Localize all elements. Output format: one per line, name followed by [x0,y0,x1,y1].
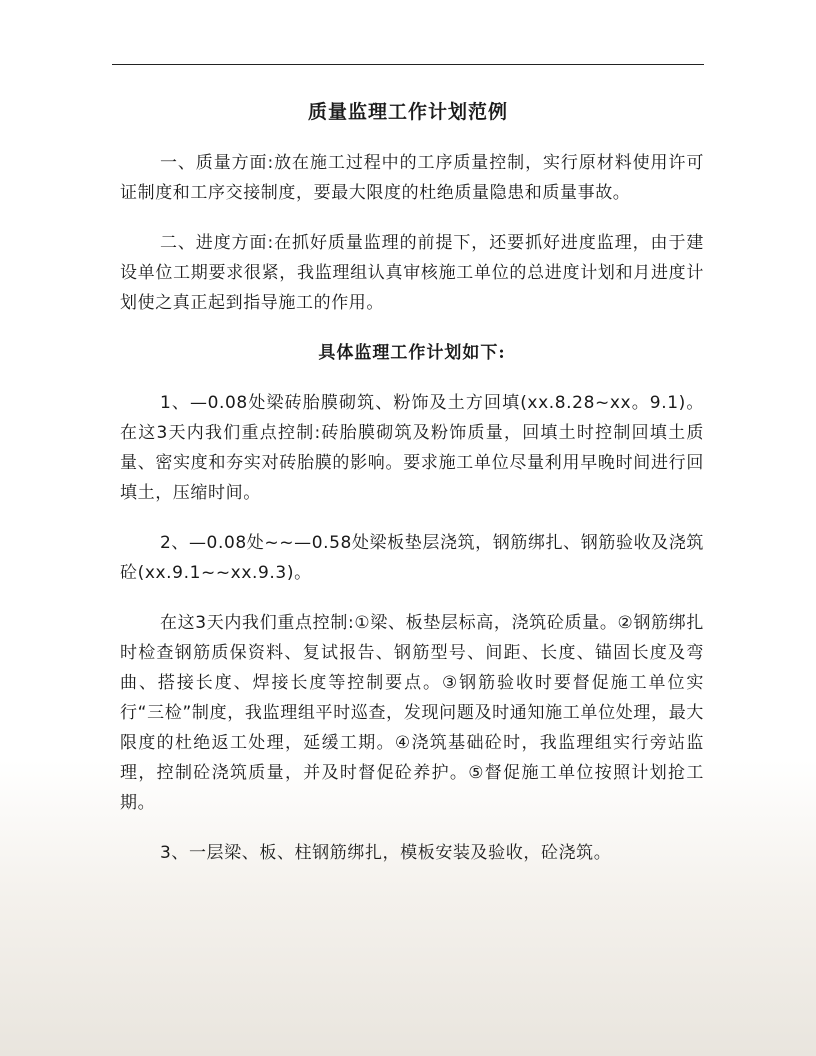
section-heading: 具体监理工作计划如下: [318,343,506,363]
paragraph-item-2: 2、—0.08处~~—0.58处梁板垫层浇筑，钢筋绑扎、钢筋验收及浇筑砼(xx.9.1~~xx.9.3)。 [120,533,704,583]
paragraph-quality: 一、质量方面:放在施工过程中的工序质量控制，实行原材料使用许可证制度和工序交接制度，要最大限度的杜绝质量隐患和质量事故。 [120,153,704,203]
document-body [120,148,704,888]
paragraph-schedule: 二、进度方面:在抓好质量监理的前提下，还要抓好进度监理，由于建设单位工期要求很紧，我监理组认真审核施工单位的总进度计划和月进度计划使之真正起到指导施工的作用。 [120,233,704,313]
paragraph-control-points: 在这3天内我们重点控制:①梁、板垫层标高，浇筑砼质量。②钢筋绑扎时检查钢筋质保资料、复试报告、钢筋型号、间距、长度、锚固长度及弯曲、搭接长度、焊接长度等控制要点。③钢筋验收时要督促施工单位实行“三检”制度，我监理组平时巡查，发现问题及时通知施工单位处理，最大限度的杜绝返工处理，延缓工期。④浇筑基础砼时，我监理组实行旁站监理，控制砼浇筑质量，并及时督促砼养护。⑤督促施工单位按照计划抢工期。 [120,613,704,813]
paragraph-item-1: 1、—0.08处梁砖胎膜砌筑、粉饰及土方回填(xx.8.28~xx。9.1)。在这3天内我们重点控制:砖胎膜砌筑及粉饰质量，回填土时控制回填土质量、密实度和夯实对砖胎膜的影响。要求施工单位尽量利用早晚时间进行回填土，压缩时间。 [120,393,704,503]
paragraph-item-3: 3、一层梁、板、柱钢筋绑扎，模板安装及验收，砼浇筑。 [159,843,612,863]
header-rule [112,64,704,65]
document-title: 质量监理工作计划范例 [307,101,508,123]
